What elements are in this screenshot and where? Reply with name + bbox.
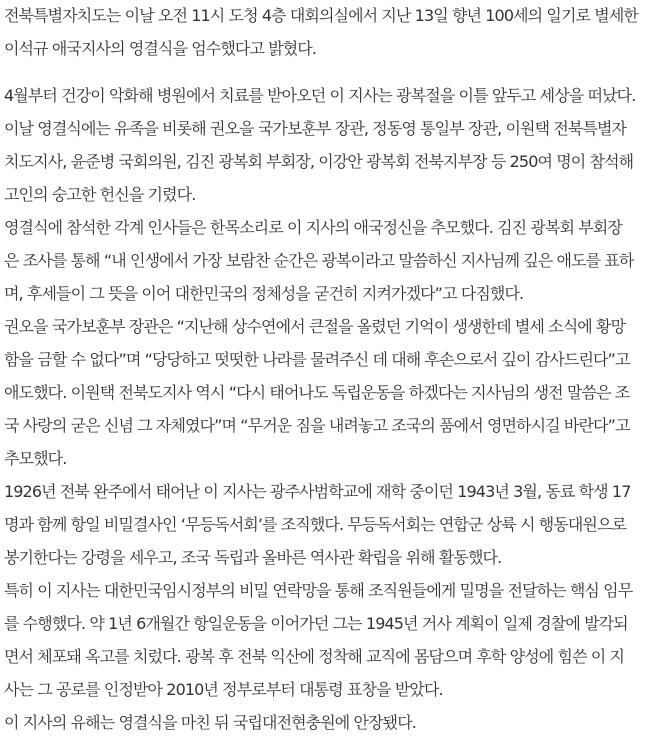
text-line: 전북특별자치도는 이날 오전 11시 도청 4층 대회의실에서 지난 13일 향년 100세의 일기로 별세한 [4,6,638,25]
paragraph-1 [4,0,668,65]
text-line: 명과 함께 항일 비밀결사인 ‘무등독서회’를 조직했다. 무등독서회는 연합군 상륙 시 행동대원으로 [4,515,627,534]
paragraph-7 [4,706,668,739]
text-line: 영결식에 참석한 각계 인사들은 한목소리로 이 지사의 애국정신을 추모했다. 김진 광복회 부회장 [4,218,622,237]
paragraph-2 [4,79,668,211]
text-line: 봉기한다는 강령을 세우고, 조국 독립과 올바른 역사관 확립을 위해 활동했다. [4,548,502,567]
text-line: 4월부터 건강이 악화해 병원에서 치료를 받아오던 이 지사는 광복절을 이틀 앞두고 세상을 떠났다. [4,86,636,105]
text-line: 애도했다. 이원택 전북도지사 역시 “다시 태어나도 독립운동을 하겠다는 지사님의 생전 말씀은 조 [4,383,630,402]
paragraph-3 [4,211,668,310]
text-line: 특히 이 지사는 대한민국임시정부의 비밀 연락망을 통해 조직원들에게 밀명을 전달하는 핵심 임무 [4,581,633,600]
text-line: 치도지사, 윤준병 국회의원, 김진 광복회 부회장, 이강안 광복회 전북지부장 등 250여 명이 참석해 [4,152,634,171]
text-line: 1926년 전북 완주에서 태어난 이 지사는 광주사범학교에 재학 중이던 1943년 3월, 동료 학생 17 [4,482,631,501]
text-line: 이 지사의 유해는 영결식을 마친 뒤 국립대전현충원에 안장됐다. [4,713,416,732]
paragraph-5 [4,475,668,574]
text-line: 사는 그 공로를 인정받아 2010년 정부로부터 대통령 표창을 받았다. [4,680,443,699]
text-line: 이날 영결식에는 유족을 비롯해 권오을 국가보훈부 장관, 정동영 통일부 장관, 이원택 전북특별자 [4,119,627,138]
text-line: 이석규 애국지사의 영결식을 엄수했다고 밝혔다. [4,39,317,58]
text-line: 며, 후세들이 그 뜻을 이어 대한민국의 정체성을 굳건히 지켜가겠다”고 다짐했다. [4,284,524,303]
paragraph-6 [4,574,668,706]
text-line: 함을 금할 수 없다”며 “당당하고 떳떳한 나라를 물려주신 데 대해 후손으로서 깊이 감사드린다”고 [4,350,630,369]
text-line: 를 수행했다. 약 1년 6개월간 항일운동을 이어가던 그는 1945년 거사 계획이 일제 경찰에 발각되 [4,614,628,633]
text-line: 고인의 숭고한 헌신을 기렸다. [4,185,196,204]
text-line: 은 조사를 통해 “내 인생에서 가장 보람찬 순간은 광복이라고 말씀하신 지사님께 깊은 애도를 표하 [4,251,634,270]
text-line: 국 사랑의 굳은 신념 그 자체였다”며 “무거운 짐을 내려놓고 조국의 품에서 영면하시길 바란다”고 [4,416,630,435]
text-line: 권오을 국가보훈부 장관은 “지난해 상수연에서 큰절을 올렸던 기억이 생생한데 별세 소식에 황망 [4,317,626,336]
text-line: 추모했다. [4,449,67,468]
text-line: 면서 체포돼 옥고를 치렀다. 광복 후 전북 익산에 정착해 교직에 몸담으며 후학 양성에 힘쓴 이 지 [4,647,625,666]
paragraph-4 [4,310,668,475]
